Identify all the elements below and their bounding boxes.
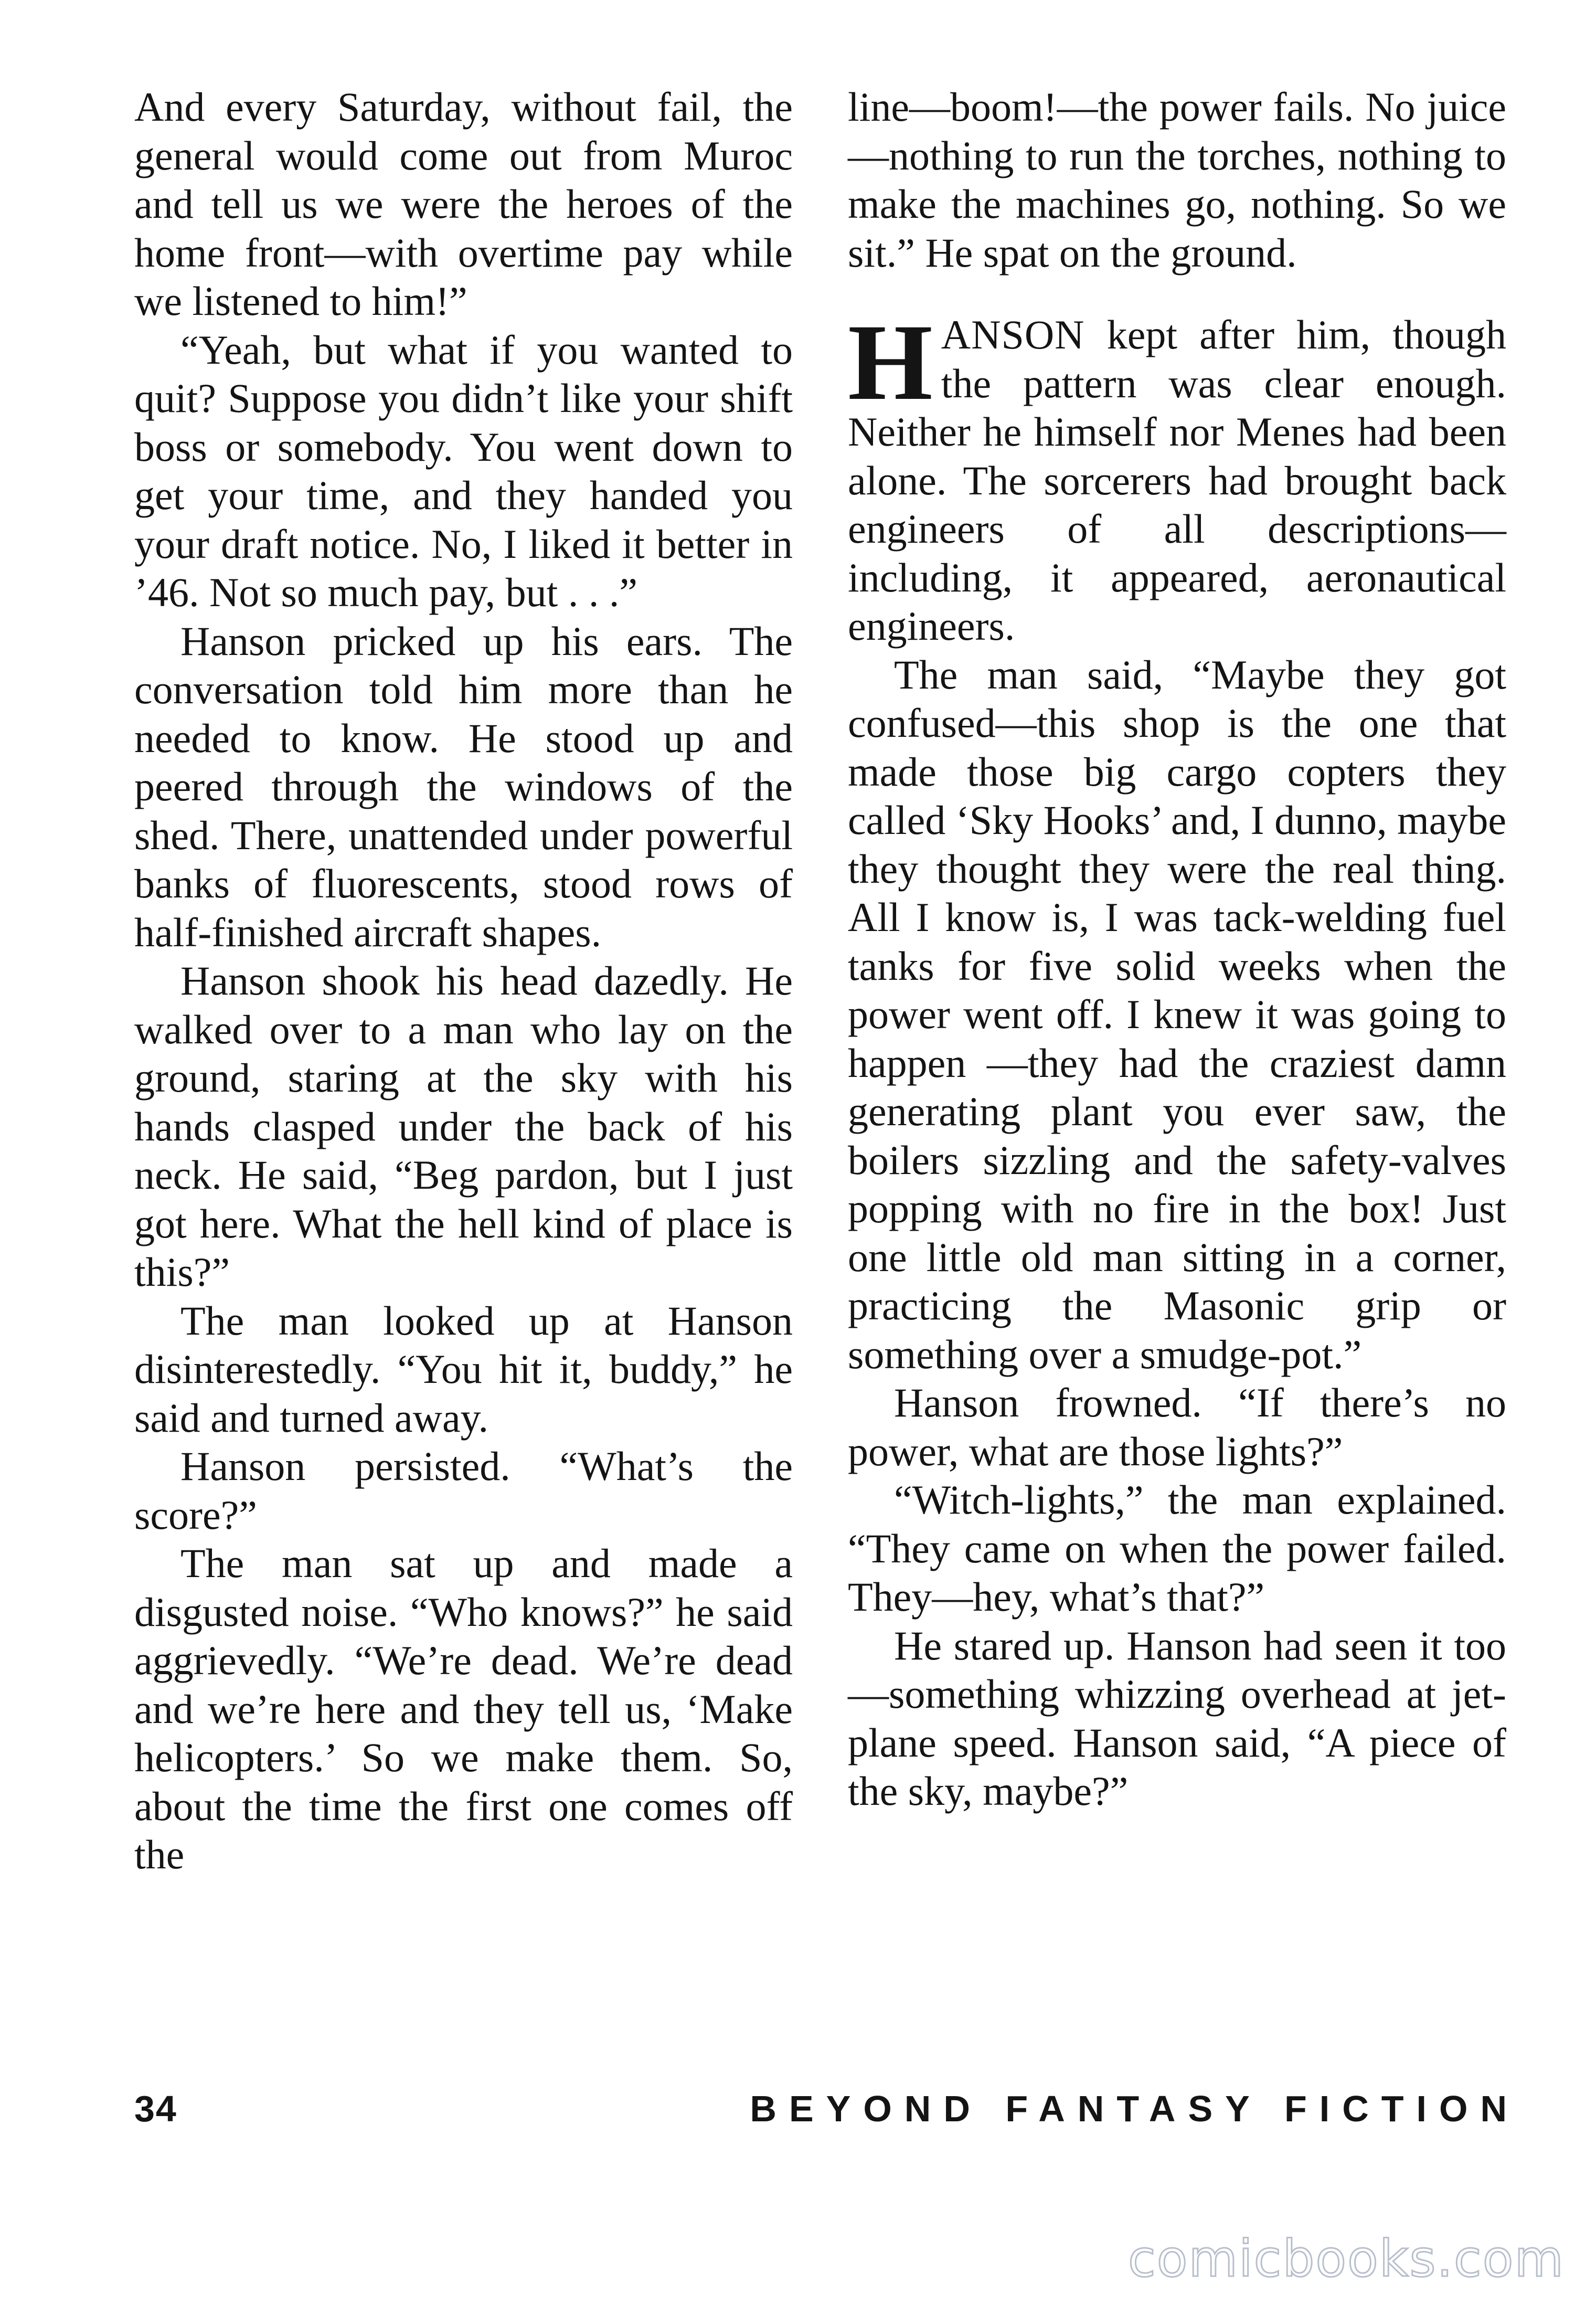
paragraph: He stared up. Hanson had seen it too—something whizzing overhead at jet-plane speed. Hanson said, “A piece of the sky, maybe?” xyxy=(848,1622,1506,1814)
paragraph: “Yeah, but what if you wanted to quit? Suppose you didn’t like your shift boss or somebody. You went down to get your time, and they handed you your draft notice. No, I liked it better in ’46. Not so much pay, but . . .” xyxy=(134,326,793,615)
section-opening-paragraph xyxy=(848,302,1506,651)
drop-cap: H xyxy=(848,302,933,422)
page-number: 34 xyxy=(134,2088,177,2129)
left-text-column xyxy=(134,83,793,1879)
lead-in-word: ANSON xyxy=(941,312,1085,357)
paragraph: And every Saturday, without fail, the general would come out from Muroc and tell us we were the heroes of the home front—with overtime pay while we listened to him!” xyxy=(134,84,793,324)
paragraph: line—boom!—the power fails. No juice—nothing to run the torches, nothing to make the machines go, nothing. So we sit.” He spat on the ground. xyxy=(848,84,1506,276)
paragraph: Hanson frowned. “If there’s no power, what are those lights?” xyxy=(848,1380,1506,1474)
paragraph: The man sat up and made a disgusted noise. “Who knows?” he said aggrievedly. “We’re dead. We’re dead and we’re here and they tell us, ‘Make helicopters.’ So we make them. So, about the time the first one comes off the xyxy=(134,1540,793,1877)
paragraph-text: kept after him, though the pattern was clear enough. Neither he himself nor Menes had been alone. The sorcerers had brought back engineers of all descriptions—including, it appeared, aeronautical engineers. xyxy=(848,312,1506,649)
watermark: comicbooks.com xyxy=(1127,2229,1565,2288)
running-head: BEYOND FANTASY FICTION xyxy=(750,2088,1519,2129)
paragraph: The man looked up at Hanson disinterestedly. “You hit it, buddy,” he said and turned away. xyxy=(134,1297,793,1441)
paragraph: Hanson persisted. “What’s the score?” xyxy=(134,1443,793,1538)
paragraph: “Witch-lights,” the man explained. “They came on when the power failed. They—hey, what’s that?” xyxy=(848,1477,1506,1620)
page-footer xyxy=(134,2088,1519,2140)
paragraph: The man said, “Maybe they got confused—this shop is the one that made those big cargo copters they called ‘Sky Hooks’ and, I dunno, maybe they thought they were the real thing. All I know is, I was tack-welding fuel tanks for five solid weeks when the power went off. I knew it was going to happen —they had the craziest damn generating plant you ever saw, the boilers sizzling and the safety-valves popping with no fire in the box! Just one little old man sitting in a corner, practicing the Masonic grip or something over a smudge-pot.” xyxy=(848,651,1506,1377)
paragraph: Hanson shook his head dazedly. He walked over to a man who lay on the ground, staring at the sky with his hands clasped under the back of his neck. He said, “Beg pardon, but I just got here. What the hell kind of place is this?” xyxy=(134,958,793,1295)
right-text-column xyxy=(848,83,1506,1816)
paragraph: Hanson pricked up his ears. The conversation told him more than he needed to know. He stood up and peered through the windows of the shed. There, unattended under powerful banks of fluorescents, stood rows of half-finished aircraft shapes. xyxy=(134,618,793,955)
